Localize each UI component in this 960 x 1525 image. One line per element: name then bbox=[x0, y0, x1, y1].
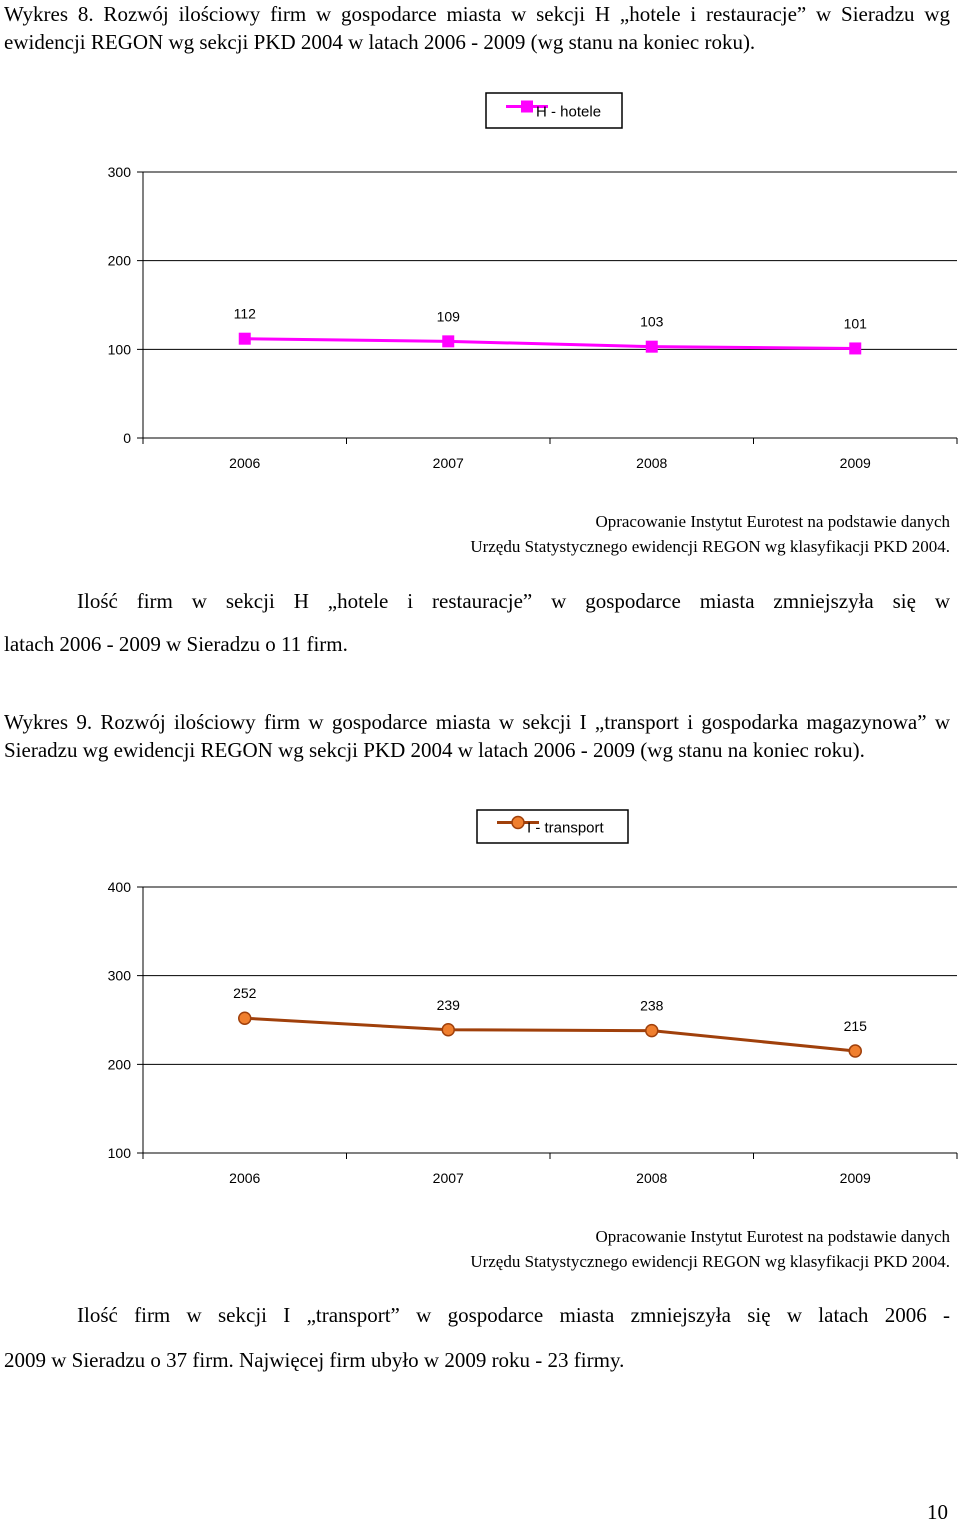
figure8-paragraph-line1: Ilość firm w sekcji H „hotele i restauracje” w gospodarce miasta zmniejszyła się w bbox=[77, 589, 950, 613]
chart-hotele-legend-label: H - hotele bbox=[536, 103, 602, 121]
chart-hotele-xtick-label: 2006 bbox=[229, 455, 261, 471]
figure8-caption: Wykres 8. Rozwój ilościowy firm w gospodarce miasta w sekcji H „hotele i restauracje” w Sieradzu wg ewidencji REGON wg sekcji PKD 2004 w latach 2006 - 2009 (wg stanu na koniec roku). bbox=[4, 2, 950, 54]
chart-transport-series-line bbox=[245, 1018, 856, 1051]
chart-hotele-legend bbox=[486, 93, 622, 128]
figure9-paragraph bbox=[4, 1293, 950, 1383]
chart-hotele-data-label: 112 bbox=[233, 305, 256, 322]
chart-transport-xtick-label: 2008 bbox=[636, 1170, 668, 1186]
chart-hotele bbox=[0, 90, 960, 490]
chart-hotele-point bbox=[646, 341, 658, 353]
chart-hotele-point bbox=[442, 335, 454, 347]
chart-hotele-ytick-label: 0 bbox=[123, 430, 131, 446]
chart-hotele-xtick-label: 2007 bbox=[432, 455, 464, 471]
figure9-paragraph-line1: Ilość firm w sekcji I „transport” w gospodarce miasta zmniejszyła się w latach 2006 - bbox=[77, 1303, 950, 1327]
chart-hotele-data-label: 101 bbox=[843, 315, 867, 332]
chart-hotele-xtick-label: 2009 bbox=[839, 455, 871, 471]
chart-transport-data-label: 252 bbox=[233, 985, 257, 1002]
chart-transport-ytick-label: 300 bbox=[107, 967, 131, 984]
figure9-caption: Wykres 9. Rozwój ilościowy firm w gospodarce miasta w sekcji I „transport i gospodarka magazynowa” w Sieradzu wg ewidencji REGON wg sekcji PKD 2004 w latach 2006 - 2009 (wg stanu na koniec roku). bbox=[4, 710, 950, 762]
chart-transport-data-label: 215 bbox=[843, 1018, 867, 1035]
figure8-source-line1: Opracowanie Instytut Eurotest na podstawie danych bbox=[595, 512, 950, 531]
chart-transport-point bbox=[646, 1025, 658, 1037]
chart-hotele-ytick-label: 200 bbox=[107, 252, 131, 269]
chart-hotele-data-label: 109 bbox=[436, 308, 460, 325]
chart-transport-point bbox=[239, 1012, 251, 1024]
figure8-source-line2: Urzędu Statystycznego ewidencji REGON wg klasyfikacji PKD 2004. bbox=[470, 537, 950, 556]
figure8-paragraph-line2: latach 2006 - 2009 w Sieradzu o 11 firm. bbox=[4, 632, 348, 656]
chart-transport-legend-marker bbox=[512, 817, 524, 829]
chart-hotele-xtick-label: 2008 bbox=[636, 455, 668, 471]
chart-transport bbox=[0, 805, 960, 1205]
chart-transport-data-label: 239 bbox=[436, 996, 460, 1013]
chart-transport-xtick-label: 2007 bbox=[432, 1170, 464, 1186]
chart-hotele-series-line bbox=[245, 339, 856, 349]
chart-hotele-point bbox=[239, 333, 251, 345]
figure9-paragraph-line2: 2009 w Sieradzu o 37 firm. Najwięcej firm ubyło w 2009 roku - 23 firmy. bbox=[4, 1348, 625, 1372]
chart-transport-xtick-label: 2006 bbox=[229, 1170, 261, 1186]
chart-transport-point bbox=[849, 1045, 861, 1057]
figure9-source-line1: Opracowanie Instytut Eurotest na podstawie danych bbox=[595, 1227, 950, 1246]
figure9-source bbox=[300, 1224, 950, 1274]
chart-hotele-ytick-label: 100 bbox=[107, 341, 131, 358]
chart-transport-ytick-label: 100 bbox=[107, 1145, 131, 1161]
chart-transport-ytick-label: 400 bbox=[107, 879, 131, 895]
chart-hotele-ytick-label: 300 bbox=[107, 164, 131, 180]
chart-transport-ytick-label: 200 bbox=[107, 1056, 131, 1073]
chart-transport-data-label: 238 bbox=[640, 997, 664, 1014]
chart-hotele-point bbox=[849, 342, 861, 354]
page-number: 10 bbox=[927, 1500, 948, 1524]
figure9-source-line2: Urzędu Statystycznego ewidencji REGON wg klasyfikacji PKD 2004. bbox=[470, 1252, 950, 1271]
chart-transport-point bbox=[442, 1024, 454, 1036]
chart-hotele-legend-marker bbox=[521, 101, 533, 113]
chart-hotele-data-label: 103 bbox=[640, 313, 664, 330]
chart-transport-legend-label: I - transport bbox=[527, 819, 604, 837]
figure8-source bbox=[300, 509, 950, 559]
chart-transport-xtick-label: 2009 bbox=[839, 1170, 871, 1186]
chart-transport-legend bbox=[477, 810, 628, 843]
figure8-paragraph bbox=[4, 580, 950, 666]
